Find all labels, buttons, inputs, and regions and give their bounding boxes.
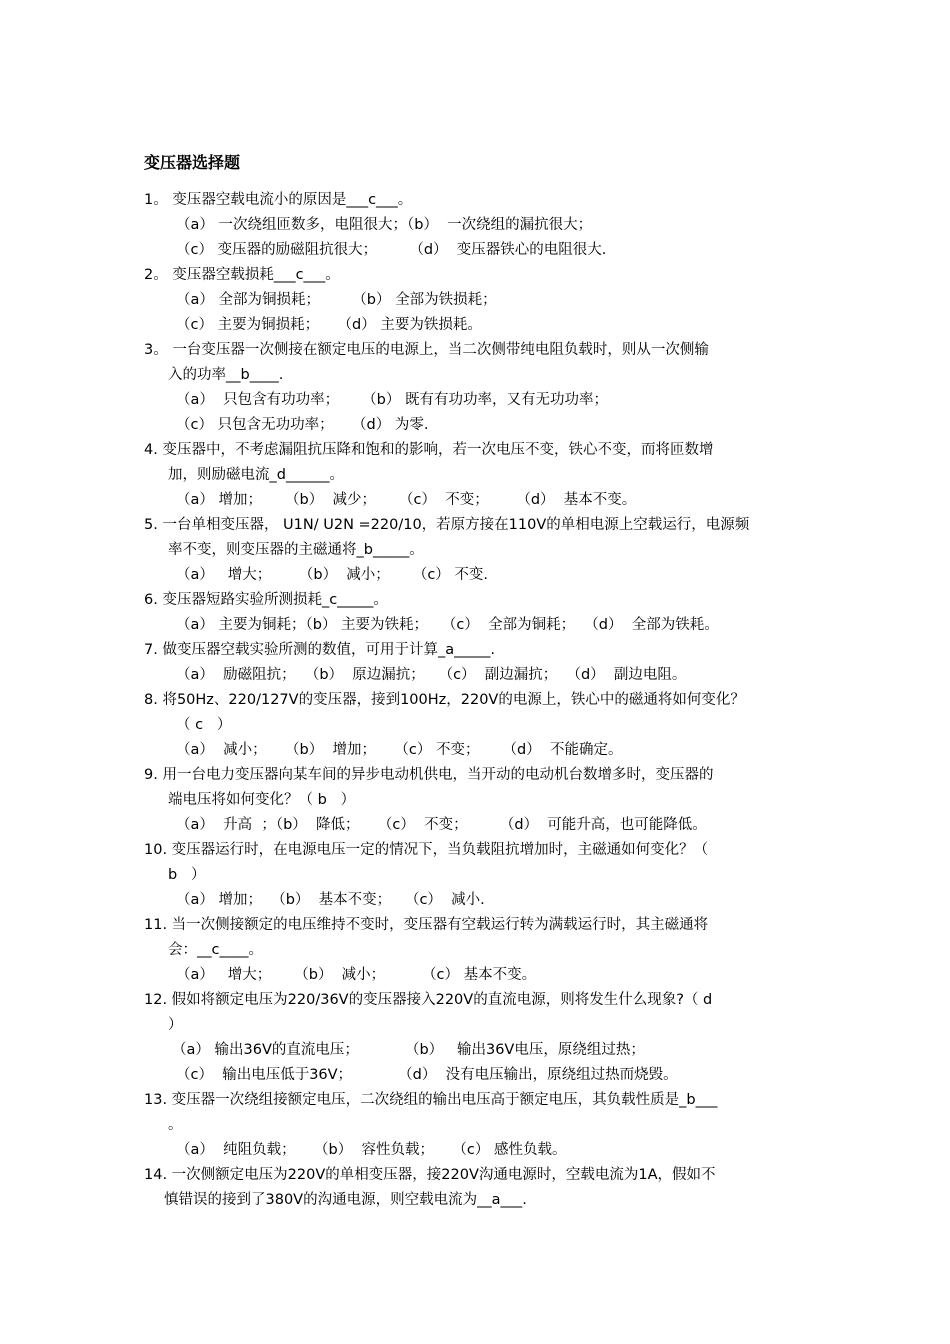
question-line: 12. 假如将额定电压为220/36V的变压器接入220V的直流电源，则将发生什么现象?（ d <box>144 992 713 1008</box>
question-line: 8. 将50Hz、220/127V的变压器，接到100Hz，220V的电源上，铁心中的磁通将如何变化？ <box>144 692 745 708</box>
question-line: 4. 变压器中，不考虑漏阻抗压降和饱和的影响，若一次电压不变，铁心不变，而将匝数增 <box>144 442 714 458</box>
question-line: （c） 主要为铜损耗； （d） 主要为铁损耗。 <box>176 317 482 333</box>
question-line: （a） 主要为铜耗；（b） 主要为铁耗； （c） 全部为铜耗； （d） 全部为铁耗。 <box>176 617 719 633</box>
question-line: 会：__c____。 <box>168 942 263 958</box>
question-line: （a） 增大； （b） 减小； （c） 基本不变。 <box>176 967 537 983</box>
question-line: （a） 一次绕组匝数多，电阻很大；（b） 一次绕组的漏抗很大； <box>176 217 593 233</box>
question-line: （a） 增大； （b） 减小； （c） 不变. <box>176 567 489 583</box>
question-line: （a） 纯阻负载； （b） 容性负载； （c） 感性负载。 <box>176 1142 567 1158</box>
question-line: 10. 变压器运行时，在电源电压一定的情况下，当负载阻抗增加时，主磁通如何变化？（ <box>144 842 709 858</box>
question-line: 7. 做变压器空载实验所测的数值，可用于计算_a_____. <box>144 642 495 658</box>
question-line: 加，则励磁电流_d______。 <box>168 467 344 483</box>
question-line: （c） 输出电压低于36V； （d） 没有电压输出，原绕组过热而烧毁。 <box>176 1067 678 1083</box>
question-line: 13. 变压器一次绕组接额定电压，二次绕组的输出电压高于额定电压，其负载性质是_b___ <box>144 1092 718 1108</box>
question-line: 3。 一台变压器一次侧接在额定电压的电源上，当二次侧带纯电阻负载时，则从一次侧输 <box>144 342 709 358</box>
question-line: （a） 增加； （b） 基本不变； （c） 减小. <box>176 892 485 908</box>
question-line: （a） 增加； （b） 减少； （c） 不变； （d） 基本不变。 <box>176 492 637 508</box>
question-line: 9. 用一台电力变压器向某车间的异步电动机供电，当开动的电动机台数增多时，变压器的 <box>144 767 714 783</box>
question-line: 入的功率__b____. <box>168 367 284 383</box>
question-line: 14. 一次侧额定电压为220V的单相变压器，接220V沟通电源时，空载电流为1A，假如不 <box>144 1167 716 1183</box>
question-line: 率不变，则变压器的主磁通将_b_____。 <box>168 542 424 558</box>
question-line: （a） 升高 ；（b） 降低； （c） 不变； （d） 可能升高，也可能降低。 <box>176 817 707 833</box>
question-line: （c） 只包含无功功率； （d） 为零. <box>176 417 429 433</box>
question-line: 6. 变压器短路实验所测损耗_c_____。 <box>144 592 388 608</box>
question-line: 慎错误的接到了380V的沟通电源，则空载电流为__a___. <box>164 1192 527 1208</box>
question-line: 。 <box>168 1117 183 1133</box>
question-line: （a） 输出36V的直流电压； （b） 输出36V电压，原绕组过热； <box>172 1042 645 1058</box>
question-line: b ） <box>168 867 206 883</box>
question-line: 1。 变压器空载电流小的原因是___c___。 <box>144 192 413 208</box>
page-title: 变压器选择题 <box>144 153 241 172</box>
question-line: 端电压将如何变化？（ b ） <box>168 792 356 808</box>
question-line: （a） 减小； （b） 增加； （c） 不变； （d） 不能确定。 <box>176 742 623 758</box>
question-line: （ c ） <box>176 717 232 733</box>
question-line: 2。 变压器空载损耗___c___。 <box>144 267 340 283</box>
question-line: （a） 只包含有功功率； （b） 既有有功功率，又有无功功率； <box>176 392 608 408</box>
question-line: （a） 全部为铜损耗； （b） 全部为铁损耗； <box>176 292 497 308</box>
question-line: 11. 当一次侧接额定的电压维持不变时，变压器有空载运行转为满载运行时，其主磁通将 <box>144 917 709 933</box>
question-line: ） <box>168 1017 183 1033</box>
question-line: 5. 一台单相变压器， U1N/ U2N =220/10，若原方接在110V的单相电源上空载运行，电源频 <box>144 517 750 533</box>
question-line: （c） 变压器的励磁阻抗很大； （d） 变压器铁心的电阻很大. <box>176 242 607 258</box>
question-line: （a） 励磁阻抗； （b） 原边漏抗； （c） 副边漏抗； （d） 副边电阻。 <box>176 667 687 683</box>
